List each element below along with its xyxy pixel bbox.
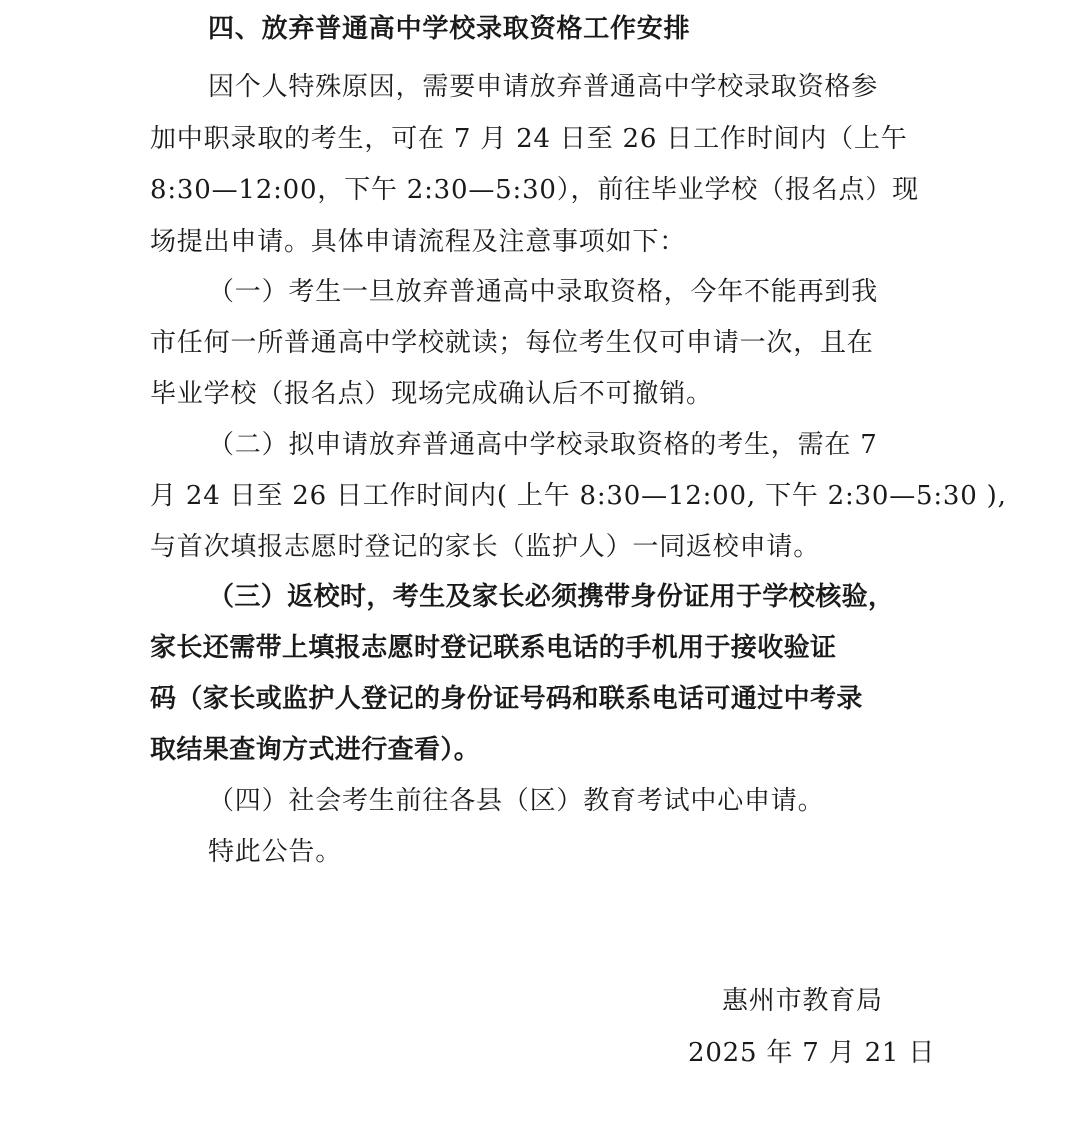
intro-line: 加中职录取的考生，可在 7 月 24 日至 26 日工作时间内（上午 (150, 124, 908, 154)
issuer-name: 惠州市教育局 (722, 986, 883, 1016)
issue-date: 2025 年 7 月 21 日 (688, 1038, 936, 1068)
item-one-line: （一）考生一旦放弃普通高中录取资格，今年不能再到我 (208, 277, 879, 307)
item-one-line: 毕业学校（报名点）现场完成确认后不可撤销。 (150, 379, 713, 409)
section-heading: 四、放弃普通高中学校录取资格工作安排 (208, 14, 691, 44)
item-three-line: 码（家长或监护人登记的身份证号码和联系电话可通过中考录 (150, 684, 863, 714)
intro-line: 8:30—12:00，下午 2:30—5:30），前往毕业学校（报名点）现 (150, 175, 919, 205)
item-three-line: 取结果查询方式进行查看）。 (150, 735, 481, 765)
item-two-line: （二）拟申请放弃普通高中学校录取资格的考生，需在 7 (208, 430, 878, 460)
item-three-line: （三）返校时，考生及家长必须携带身份证用于学校核验， (208, 582, 895, 612)
closing-text: 特此公告。 (208, 837, 343, 867)
item-two-line: 月 24 日至 26 日工作时间内( 上午 8:30—12:00, 下午 2:30—5:30 ), (150, 481, 1007, 511)
item-four-line: （四）社会考生前往各县（区）教育考试中心申请。 (208, 786, 825, 816)
intro-line: 场提出申请。具体申请流程及注意事项如下： (150, 227, 687, 257)
intro-line: 因个人特殊原因，需要申请放弃普通高中学校录取资格参 (208, 72, 879, 102)
item-two-line: 与首次填报志愿时登记的家长（监护人）一同返校申请。 (150, 532, 821, 562)
item-three-line: 家长还需带上填报志愿时登记联系电话的手机用于接收验证 (150, 633, 837, 663)
item-one-line: 市任何一所普通高中学校就读；每位考生仅可申请一次，且在 (150, 328, 874, 358)
